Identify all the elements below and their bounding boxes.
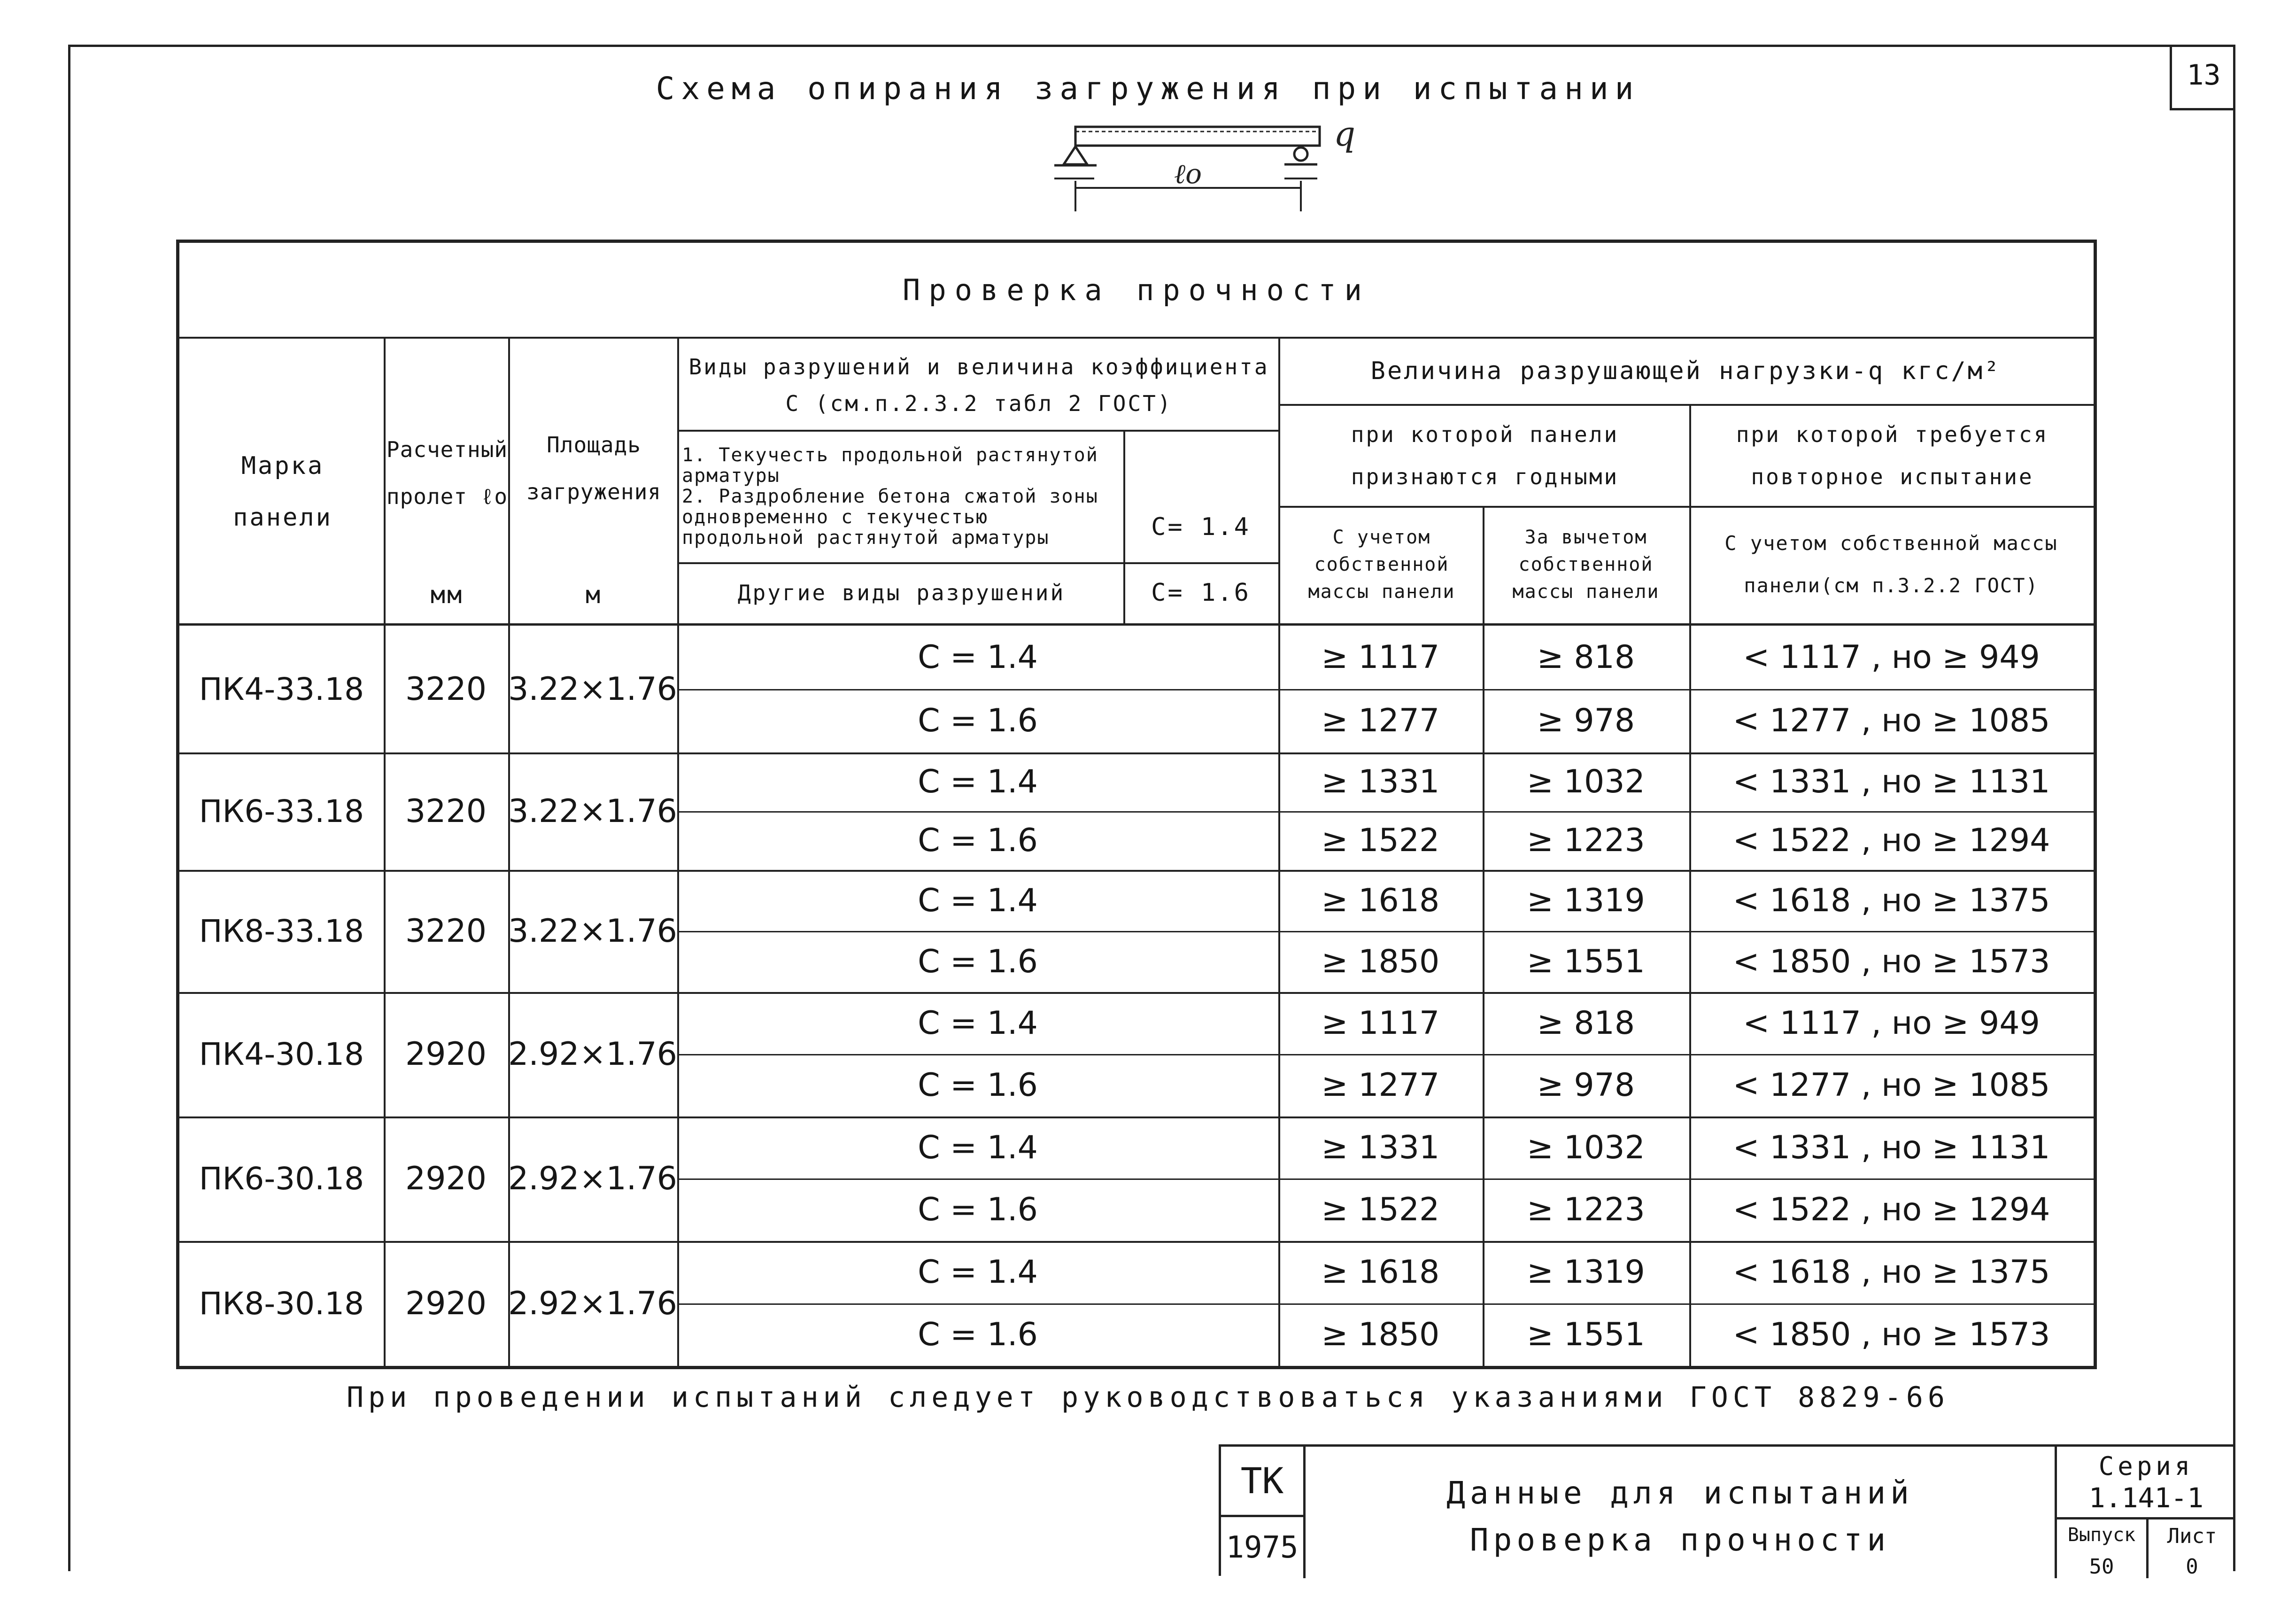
row-minus-mass: ≥ 1551 [1527,1316,1645,1353]
row-span: 2920 [405,1285,487,1322]
header-with-mass: С учетом собственной массы панели [1308,527,1455,603]
row-with-mass: ≥ 1850 [1321,1316,1440,1353]
row-c: C = 1.6 [918,1191,1038,1228]
row-with-mass: ≥ 1522 [1321,1191,1440,1228]
stamp-title-1: Данные для испытаний [1446,1475,1914,1511]
stamp-year: 1975 [1221,1517,1306,1578]
row-with-mass: ≥ 1850 [1321,943,1440,980]
row-area: 2.92×1.76 [508,1285,677,1322]
row-area: 3.22×1.76 [508,912,677,950]
stamp-title-2: Проверка прочности [1469,1522,1891,1558]
test-note: При проведении испытаний следует руководствоваться указаниями ГОСТ 8829-66 [346,1381,1950,1414]
row-minus-mass: ≥ 978 [1537,1067,1635,1104]
row-retest: < 1618 , но ≥ 1375 [1732,1254,2050,1291]
page-title: Схема опирания загружения при испытании [656,70,1640,107]
row-minus-mass: ≥ 1223 [1527,1191,1645,1228]
stamp-issue-label: Выпуск [2067,1524,2136,1546]
header-retest-with-mass: С учетом собственной массы панели(см п.3.2.2 ГОСТ) [1724,532,2058,597]
header-span: Расчетный пролет ℓo [386,437,508,509]
row-c: C = 1.6 [918,1316,1038,1353]
sheet-number: 13 [2170,45,2235,110]
row-retest: < 1277 , но ≥ 1085 [1732,702,2050,739]
stamp-issue-value: 50 [2089,1555,2114,1579]
row-span: 2920 [405,1160,487,1197]
row-mark: ПК8-33.18 [199,913,364,949]
header-failure-12-coef: C= 1.4 [1151,513,1251,541]
header-area-unit: м [585,581,603,609]
row-minus-mass: ≥ 1032 [1527,1129,1645,1166]
row-with-mass: ≥ 1331 [1321,763,1440,800]
row-retest: < 1331 , но ≥ 1131 [1732,763,2050,800]
row-c: C = 1.6 [918,702,1038,739]
row-span: 3220 [405,792,487,830]
row-with-mass: ≥ 1117 [1321,1004,1440,1042]
header-fit: при которой панели признаются годными [1351,421,1619,489]
header-failure-types: Виды разрушений и величина коэффициента C (см.п.2.3.2 табл 2 ГОСТ) [688,354,1269,416]
row-with-mass: ≥ 1522 [1321,822,1440,859]
row-mark: ПК6-33.18 [199,793,364,829]
stamp-series-value: 1.141-1 [2088,1482,2204,1514]
stamp-series-label: Серия [2098,1451,2194,1481]
row-c: C = 1.6 [918,1067,1038,1104]
load-label: q [1334,117,1356,154]
row-retest: < 1522 , но ≥ 1294 [1732,1191,2050,1228]
header-retest: при которой требуется повторное испытание [1736,421,2049,489]
row-span: 2920 [405,1036,487,1073]
row-c: C = 1.4 [918,1004,1038,1042]
failure-1-label: 1. Текучесть продольной растянутой арматуры [682,444,1098,487]
row-c: C = 1.4 [918,763,1038,800]
header-minus-mass: За вычетом собственной массы панели [1512,527,1660,603]
row-span: 3220 [405,912,487,950]
row-minus-mass: ≥ 1319 [1527,1254,1645,1291]
row-with-mass: ≥ 1277 [1321,702,1440,739]
row-minus-mass: ≥ 818 [1537,1004,1635,1042]
row-area: 2.92×1.76 [508,1160,677,1197]
span-label: ℓo [1174,158,1202,190]
row-area: 3.22×1.76 [508,670,677,708]
row-with-mass: ≥ 1618 [1321,882,1440,919]
table-title: Проверка прочности [903,272,1370,307]
row-c: C = 1.4 [918,882,1038,919]
row-area: 3.22×1.76 [508,792,677,830]
row-minus-mass: ≥ 818 [1537,639,1635,676]
row-minus-mass: ≥ 1032 [1527,763,1645,800]
row-retest: < 1117 , но ≥ 949 [1743,1004,2040,1042]
row-with-mass: ≥ 1117 [1321,639,1440,676]
row-retest: < 1331 , но ≥ 1131 [1732,1129,2050,1166]
row-retest: < 1522 , но ≥ 1294 [1732,822,2050,859]
row-minus-mass: ≥ 978 [1537,702,1635,739]
row-mark: ПК4-30.18 [199,1036,364,1072]
row-span: 3220 [405,670,487,708]
row-mark: ПК8-30.18 [199,1285,364,1322]
row-with-mass: ≥ 1618 [1321,1254,1440,1291]
header-span-unit: мм [430,581,464,609]
row-with-mass: ≥ 1277 [1321,1067,1440,1104]
row-retest: < 1277 , но ≥ 1085 [1732,1067,2050,1104]
row-minus-mass: ≥ 1551 [1527,943,1645,980]
row-retest: < 1850 , но ≥ 1573 [1732,1316,2050,1353]
row-retest: < 1117 , но ≥ 949 [1743,639,2040,676]
row-mark: ПК6-30.18 [199,1161,364,1197]
row-with-mass: ≥ 1331 [1321,1129,1440,1166]
row-mark: ПК4-33.18 [199,671,364,707]
header-failure-other-coef: C= 1.6 [1151,579,1251,607]
row-retest: < 1618 , но ≥ 1375 [1732,882,2050,919]
header-mark: Марка панели [233,452,332,532]
row-c: C = 1.4 [918,1254,1038,1291]
row-c: C = 1.4 [918,639,1038,676]
row-c: C = 1.4 [918,1129,1038,1166]
title-block [1219,1444,2235,1579]
row-minus-mass: ≥ 1223 [1527,822,1645,859]
row-minus-mass: ≥ 1319 [1527,882,1645,919]
strength-check-table [176,240,2097,1369]
header-failure-other: Другие виды разрушений [737,580,1066,605]
stamp-code: ТК [1221,1447,1306,1517]
header-area: Площадь загружения [526,432,661,504]
header-load: Величина разрушающей нагрузки-q кгс/м² [1370,357,2001,385]
row-c: C = 1.6 [918,943,1038,980]
stamp-sheet-label: Лист [2167,1524,2217,1548]
row-area: 2.92×1.76 [508,1036,677,1073]
row-retest: < 1850 , но ≥ 1573 [1732,943,2050,980]
loading-diagram [1047,117,1367,218]
row-c: C = 1.6 [918,822,1038,859]
header-failure-1-2 [682,433,1121,560]
failure-2-label: 2. Раздробление бетона сжатой зоны одновременно с текучестью продольной растянутой арматуры [682,486,1098,549]
stamp-sheet-value: 0 [2186,1555,2198,1579]
